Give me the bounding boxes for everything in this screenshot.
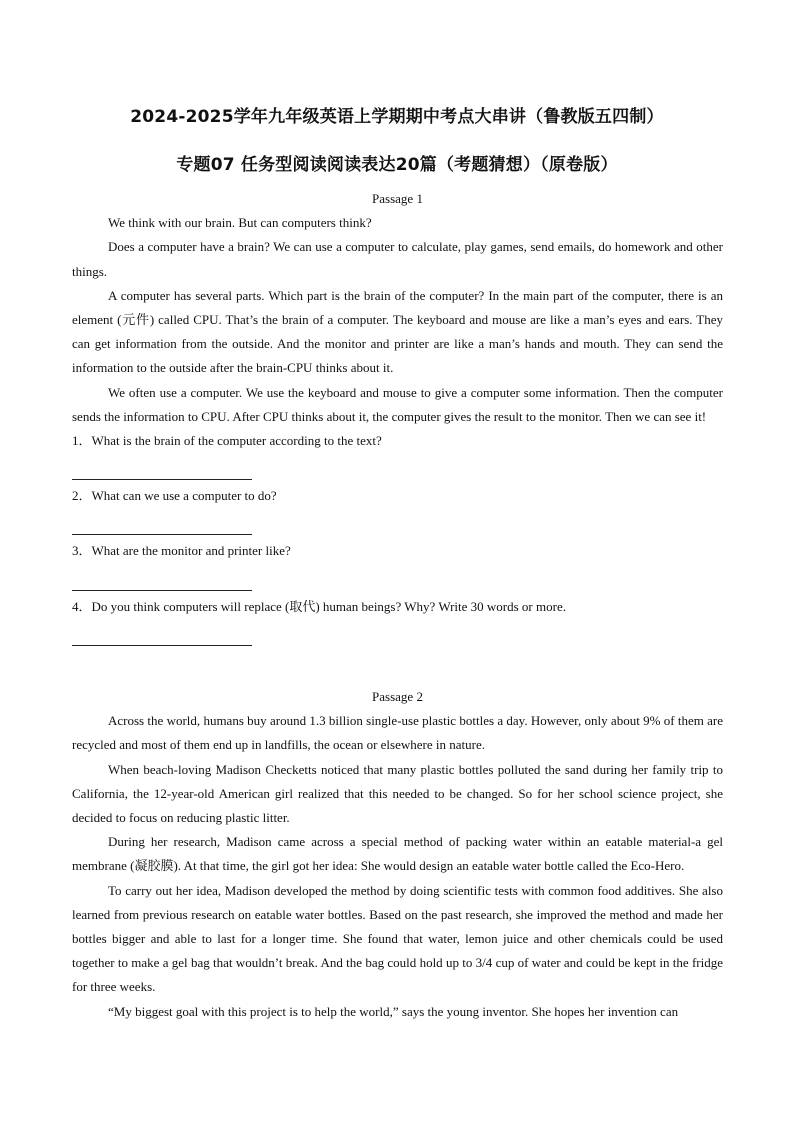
- paragraph: During her research, Madison came across a special method of packing water within an eatable material-a gel membrane (凝胶膜). At that time, the girl got her idea: She would design an eatable water bottle called the Eco-Hero.: [72, 834, 723, 874]
- paragraph: We think with our brain. But can computers think?: [108, 215, 372, 231]
- question: 4．Do you think computers will replace (取代) human beings? Why? Write 30 words or more.: [72, 598, 566, 614]
- passage-heading: Passage 2: [372, 689, 423, 704]
- answer-line[interactable]: [72, 564, 252, 591]
- answer-line[interactable]: [72, 619, 252, 646]
- paragraph: When beach-loving Madison Checketts noticed that many plastic bottles polluted the sand during her family trip to California, the 12-year-old American girl realized that this needed to be changed. So for her school science project, she decided to focus on reducing plastic litter.: [72, 761, 723, 826]
- question: 2．What can we use a computer to do?: [72, 488, 277, 504]
- question: 3．What are the monitor and printer like?: [72, 543, 291, 559]
- paragraph: To carry out her idea, Madison developed the method by doing scientific tests with common food additives. She also learned from previous research on eatable water bottles. Based on the past research, she improved the method and made her bottles bigger and able to last for a longer time. She found that water, lemon juice and other chemicals could be used together to make a gel bag that wouldn’t break. And the bag could hold up to 3/4 cup of water and could be kept in the fridge for three weeks.: [72, 882, 723, 995]
- passage-2: [72, 685, 723, 1024]
- answer-line[interactable]: [72, 508, 252, 535]
- question: 1．What is the brain of the computer according to the text?: [72, 433, 382, 449]
- paragraph: “My biggest goal with this project is to help the world,” says the young inventor. She hopes her invention can: [108, 1003, 679, 1019]
- passage-1: [72, 187, 723, 650]
- passage-heading: Passage 1: [372, 191, 423, 206]
- paragraph: Does a computer have a brain? We can use a computer to calculate, play games, send emails, do homework and other things.: [72, 239, 723, 279]
- paragraph: We often use a computer. We use the keyboard and mouse to give a computer some information. Then the computer sends the information to CPU. After CPU thinks about it, the computer gives the result to the monitor. Then we can see it!: [72, 384, 723, 424]
- document-subtitle: 专题07 任务型阅读阅读表达20篇（考题猜想）（原卷版）: [176, 155, 618, 175]
- document-title: 2024-2025学年九年级英语上学期期中考点大串讲（鲁教版五四制）: [130, 107, 664, 127]
- answer-line[interactable]: [72, 453, 252, 480]
- paragraph: Across the world, humans buy around 1.3 billion single-use plastic bottles a day. However, only about 9% of them are recycled and most of them end up in landfills, the ocean or elsewhere in nature.: [72, 713, 723, 753]
- paragraph: A computer has several parts. Which part is the brain of the computer? In the main part of the computer, there is an element (元件) called CPU. That’s the brain of a computer. The keyboard and mouse are like a man’s eyes and ears. They can get information from the outside. And the monitor and printer are like a man’s hands and mouth. They can send the information to the outside after the brain-CPU thinks about it.: [72, 287, 723, 376]
